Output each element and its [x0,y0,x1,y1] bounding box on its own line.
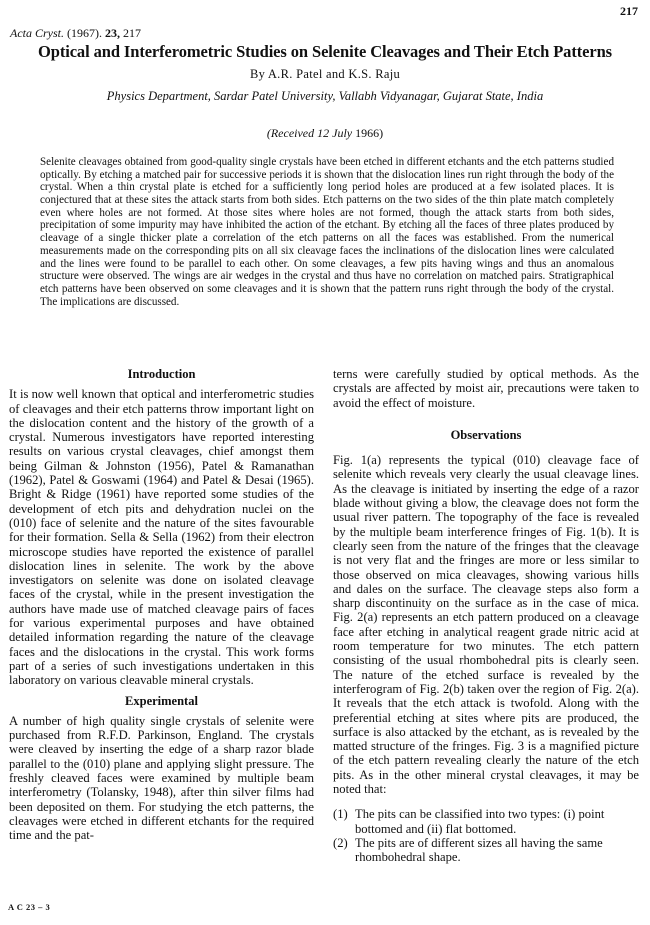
observations-heading: Observations [450,427,522,442]
received-day: 12 July [317,126,353,140]
right-column [333,367,639,865]
received-date [0,126,650,141]
received-label: (Received [266,126,315,140]
list-item-number: (1) [333,807,348,822]
list-item-text: The pits can be classified into two types: (i) point bottomed and (ii) flat bottomed. [355,807,605,836]
list-item [333,807,639,836]
observations-paragraph: Fig. 1(a) represents the typical (010) cleavage face of selenite which reveals very clearly the usual cleavage lines. As the cleavage is initiated by inserting the edge of a razor blade without giving a blow, the cleavage does not form the usual river pattern. The topography of the face is revealed by the multiple beam interference fringes of Fig. 1(b). It is clearly seen from the nature of the fringes that the cleavage is not very flat and the fringes are more or less similar to those observed on mica cleavages, showing various hills and dales on the surface. The cleavage steps also form a sharp discontinuity on the surface as in the case of mica. Fig. 2(a) represents an etch pattern produced on a cleavage face after etching in analytical reagent grade nitric acid at room temperature for two minutes. The etch pattern consisting of the usual rhombohedral pits is clearly seen. The nature of the etched surface is revealed by the interferogram of Fig. 2(b) taken over the region of Fig. 2(a). It reveals that the etch attack is twofold. Along with the preferential etching at sites where pits are produced, the surface is also attacked by the etchant, as is revealed by the matted structure of the fringes. Fig. 3 is a magnified picture of the etch pattern revealing clearly the nature of the etch pits. As in the other mineral crystal cleavages, it may be noted that: [333,453,639,797]
list-item-text: The pits are of different sizes all having the same rhombohedral shape. [355,835,603,865]
observation-list [333,807,639,864]
citation-page: 217 [123,26,141,40]
authors [0,67,650,82]
footer-signature: A C 23 – 3 [8,902,51,912]
received-year: 1966) [355,126,384,140]
introduction-heading: Introduction [127,367,196,381]
citation-year: (1967). [67,26,102,40]
experimental-heading: Experimental [125,693,198,708]
journal-name: Acta Cryst. [10,26,64,40]
authors-line: By A.R. Patel and K.S. Raju [249,67,401,81]
abstract: Selenite cleavages obtained from good-quality single crystals have been etched in different etchants and the etch patterns studied optically. By etching a matched pair for successive periods it is shown that the dislocation lines run right through the body of the crystal. When a thin crystal plate is etched for a sufficiently long period holes are produced at a few isolated places. It is conjectured that at these sites the attack starts from both sides. Etch patterns on the two sides of the thin plate match completely even where holes are not formed. At those sites where holes are not formed, though the attack starts from both sides, precipitation of some impurity may have inhibited the action of the etchant. By etching all the faces of three plates produced by cleavage of a single thicker plate a correlation of the etch patterns on all the faces was established. From the numerical measurements made on the corresponding pits on all six cleavage faces the inclinations of the dislocation lines were calculated and the lines were found to be parallel to each other. On some cleavages, a few pits having wings and thus an anomalous structure were observed. The wings are air wedges in the crystal and thus have no correlation on matched pairs. Stratigraphical etch patterns have been observed on some cleavages and it is shown that the pattern runs right through the body of the crystal. The implications are discussed. [40,156,614,308]
citation [10,26,141,41]
introduction-paragraph: It is now well known that optical and interferometric studies of cleavages and their etch patterns throw important light on the dislocation content and the history of the growth of a crystal. Numerous investigators have reported interesting results on various crystal cleavages, chief amongst them being Gilman & Johnston (1956), Patel & Ramanathan (1962), Patel & Goswami (1964) and Patel & Desai (1965). Bright & Ridge (1961) have reported some studies of the development of etch pits and dehydration nuclei on the (010) face of selenite and the nature of the sites favourable for their formation. Sella & Sella (1962) from their electron microscope studies have reported the existence of parallel dislocation lines in selenite. The work by the above investigators on selenite was done on isolated cleavage faces of the crystal, while in the present investigation the authors have made use of matched cleavage pairs of faces for various experimental purposes and have obtained detailed information regarding the nature of the cleavage faces and the dislocations in the crystal. This work forms part of a series of such investigations undertaken in this laboratory on various cleavable mineral crystals. [9,387,314,688]
experimental-continued-paragraph: terns were carefully studied by optical methods. As the crystals are affected by moist air, precautions were taken to avoid the effect of moisture. [333,367,639,410]
page-number: 217 [620,4,638,18]
article-title: Optical and Interferometric Studies on Selenite Cleavages and Their Etch Patterns [38,42,612,61]
experimental-paragraph: A number of high quality single crystals of selenite were purchased from R.F.D. Parkinson, England. The crystals were cleaved by inserting the edge of a sharp razor blade parallel to the (010) plane and applying slight pressure. The freshly cleaved faces were examined by multiple beam interferometry (Tolansky, 1948), after thin silver films had been deposited on them. For studying the etch patterns, the cleavages were etched in different etchants for the required time and the pat- [9,713,314,843]
left-column [9,367,314,843]
citation-volume: 23, [105,26,120,40]
affiliation: Physics Department, Sardar Patel University, Vallabh Vidyanagar, Gujarat State, India [106,89,544,103]
list-item [333,836,639,865]
list-item-number: (2) [333,835,348,850]
